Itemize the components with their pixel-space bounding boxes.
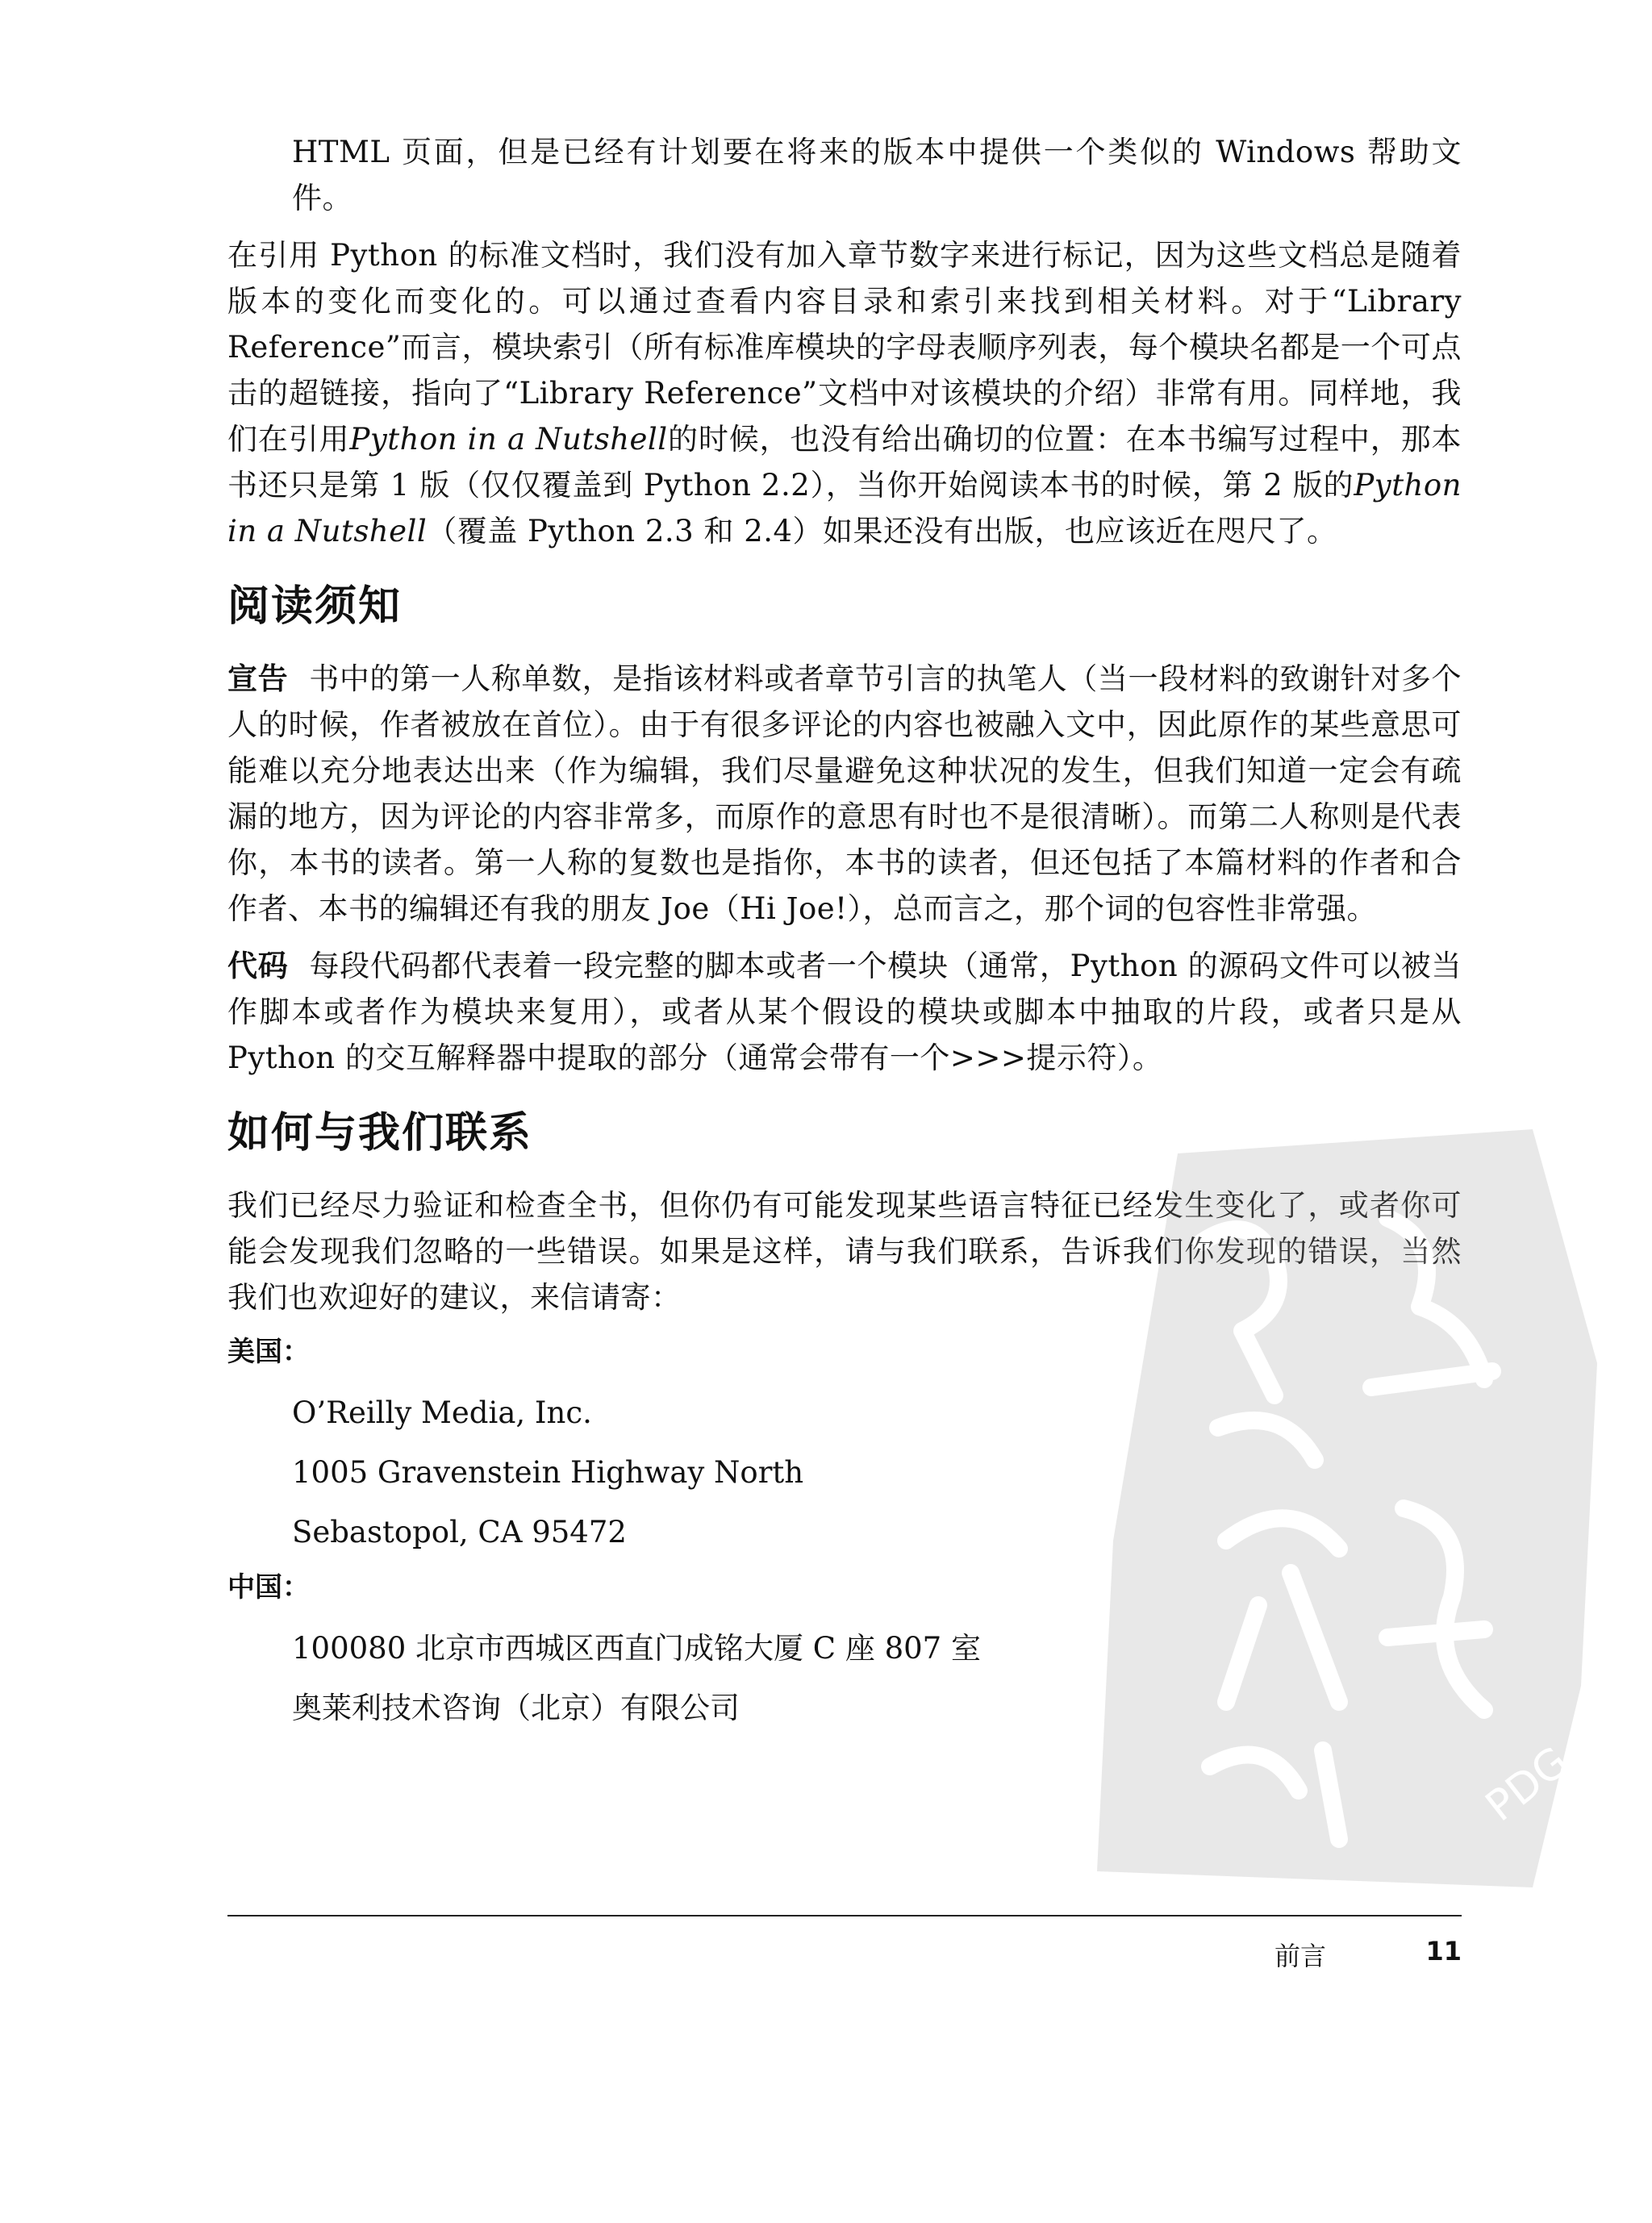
footer-rule (227, 1915, 1462, 1916)
address-line: 1005 Gravenstein Highway North (292, 1455, 804, 1490)
watermark-stamp (1081, 1121, 1613, 1896)
book-title-1: Python in a Nutshell (349, 422, 668, 457)
docs-paragraph (227, 232, 1462, 554)
declaration-paragraph (227, 656, 1462, 932)
address-line: Sebastopol, CA 95472 (292, 1515, 627, 1549)
declaration-term: 宣告 (227, 661, 289, 696)
code-text: 每段代码都代表着一段完整的脚本或者一个模块（通常，Python 的源码文件可以被当作脚本或者作为模块来复用），或者从某个假设的模块或脚本中抽取的片段，或者只是从 Python 的交互解释器中提取的部分（通常会带有一个>>>提示符）。 (227, 949, 1462, 1075)
heading-reading-notes: 阅读须知 (227, 582, 403, 631)
heading-contact: 如何与我们联系 (227, 1109, 533, 1157)
declaration-text: 书中的第一人称单数，是指该材料或者章节引言的执笔人（当一段材料的致谢针对多个人的时候，作者被放在首位）。由于有很多评论的内容也被融入文中，因此原作的某些意思可能难以充分地表达出来（作为编辑，我们尽量避免这种状况的发生，但我们知道一定会有疏漏的地方，因为评论的内容非常多，而原作的意思有时也不是很清晰）。而第二人称则是代表你，本书的读者。第一人称的复数也是指你，本书的读者，但还包括了本篇材料的作者和合作者、本书的编辑还有我的朋友 Joe（Hi Joe!），总而言之，那个词的包容性非常强。 (227, 661, 1462, 926)
usa-label: 美国： (227, 1336, 310, 1368)
china-label: 中国： (227, 1571, 310, 1604)
intro-continuation: HTML 页面，但是已经有计划要在将来的版本中提供一个类似的 Windows 帮助文件。 (292, 135, 1462, 215)
contact-paragraph: 我们已经尽力验证和检查全书，但你仍有可能发现某些语言特征已经发生变化了，或者你可能会发现我们忽略的一些错误。如果是这样，请与我们联系，告诉我们你发现的错误，当然我们也欢迎好的建议，来信请寄： (227, 1188, 1462, 1315)
book-title-2: Python in a Nutshell (227, 468, 1462, 548)
docs-part2: 的时候，也没有给出确切的位置：在本书编写过程中，那本书还只是第 1 版（仅仅覆盖到 Python 2.2），当你开始阅读本书的时候，第 2 版的 (227, 422, 1462, 503)
code-term: 代码 (227, 949, 289, 983)
code-paragraph (227, 943, 1462, 1081)
docs-part1: 在引用 Python 的标准文档时，我们没有加入章节数字来进行标记，因为这些文档总是随着版本的变化而变化的。可以通过查看内容目录和索引来找到相关材料。对于“Library Reference”而言，模块索引（所有标准库模块的字母表顺序列表，每个模块名都是一个可点击的超链接，指向了“Library Reference”文档中对该模块的介绍）非常有用。同样地，我们在引用 (227, 238, 1462, 457)
docs-part3: （覆盖 Python 2.3 和 2.4）如果还没有出版，也应该近在咫尺了。 (427, 514, 1337, 548)
address-line: O’Reilly Media, Inc. (292, 1395, 592, 1430)
page-number: 11 (1425, 1936, 1462, 1966)
address-line: 奥莱利技术咨询（北京）有限公司 (292, 1691, 740, 1725)
address-line: 100080 北京市西城区西直门成铭大厦 C 座 807 室 (292, 1631, 981, 1666)
watermark-text: PDG (1477, 1737, 1579, 1832)
footer-title: 前言 (1274, 1941, 1327, 1971)
